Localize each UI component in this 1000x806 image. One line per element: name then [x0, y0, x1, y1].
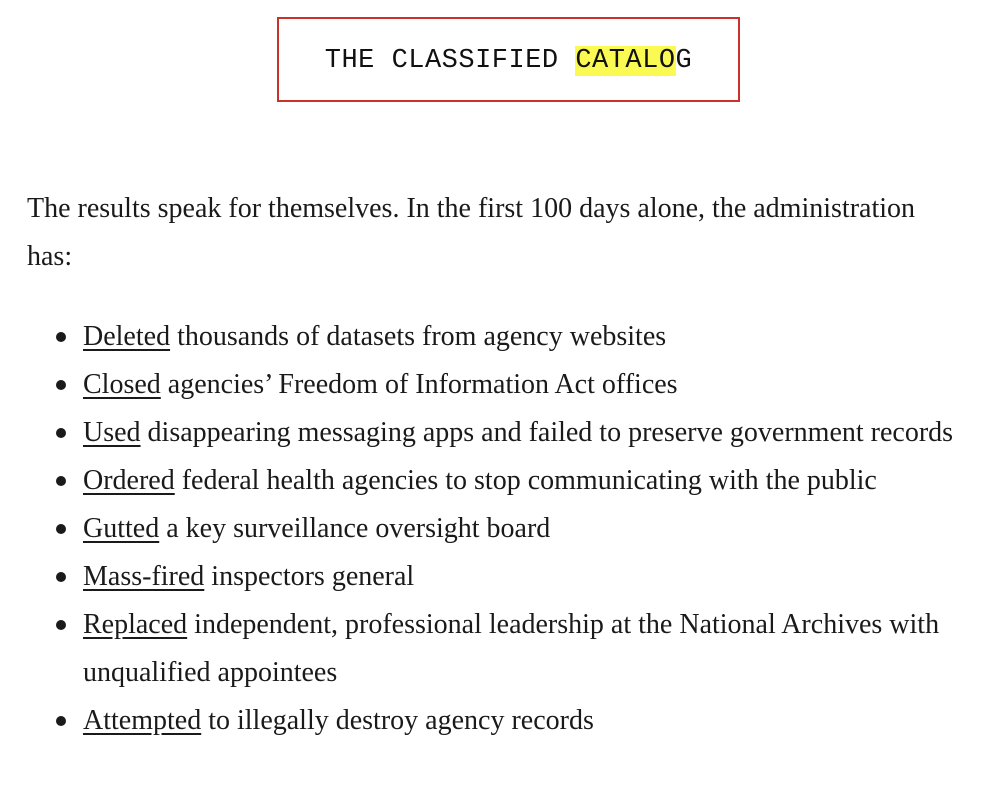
item-link-used[interactable]: Used — [83, 417, 141, 448]
item-text: inspectors general — [204, 561, 415, 592]
catalog-title — [325, 44, 692, 76]
bullet-icon — [56, 620, 66, 630]
item-link-ordered[interactable]: Ordered — [83, 465, 175, 496]
item-text: to illegally destroy agency records — [201, 705, 594, 736]
catalog-title-box — [277, 17, 740, 102]
list-item — [0, 361, 1000, 409]
list-item — [0, 601, 1000, 697]
list-item — [0, 457, 1000, 505]
title-part-2: G — [675, 45, 693, 76]
list-item — [0, 505, 1000, 553]
bullet-icon — [56, 332, 66, 342]
intro-paragraph: The results speak for themselves. In the first 100 days alone, the administration has: — [27, 193, 916, 272]
bullet-icon — [56, 524, 66, 534]
bullet-icon — [56, 716, 66, 726]
item-link-replaced[interactable]: Replaced — [83, 609, 188, 640]
item-text: a key surveillance oversight board — [159, 513, 551, 544]
title-part-1: THE CLASSIFIED — [324, 45, 576, 76]
item-link-gutted[interactable]: Gutted — [83, 513, 160, 544]
item-text: agencies’ Freedom of Information Act offices — [160, 369, 678, 400]
item-text: thousands of datasets from agency websites — [170, 321, 667, 352]
bullet-icon — [56, 572, 66, 582]
item-link-attempted[interactable]: Attempted — [83, 705, 202, 736]
list-item — [0, 313, 1000, 361]
list-item — [0, 553, 1000, 601]
title-highlight: CATALO — [575, 45, 676, 76]
bullet-icon — [56, 380, 66, 390]
item-link-deleted[interactable]: Deleted — [83, 321, 171, 352]
bullet-icon — [56, 428, 66, 438]
item-link-closed[interactable]: Closed — [83, 369, 161, 400]
item-text: federal health agencies to stop communicating with the public — [174, 465, 877, 496]
actions-list — [0, 313, 1000, 745]
item-text: disappearing messaging apps and failed to preserve government records — [140, 417, 954, 448]
list-item — [0, 409, 1000, 457]
item-link-mass-fired[interactable]: Mass-fired — [83, 561, 205, 592]
list-item — [0, 697, 1000, 745]
bullet-icon — [56, 476, 66, 486]
item-text: independent, professional leadership at the National Archives with unqualified appointees — [83, 609, 940, 688]
